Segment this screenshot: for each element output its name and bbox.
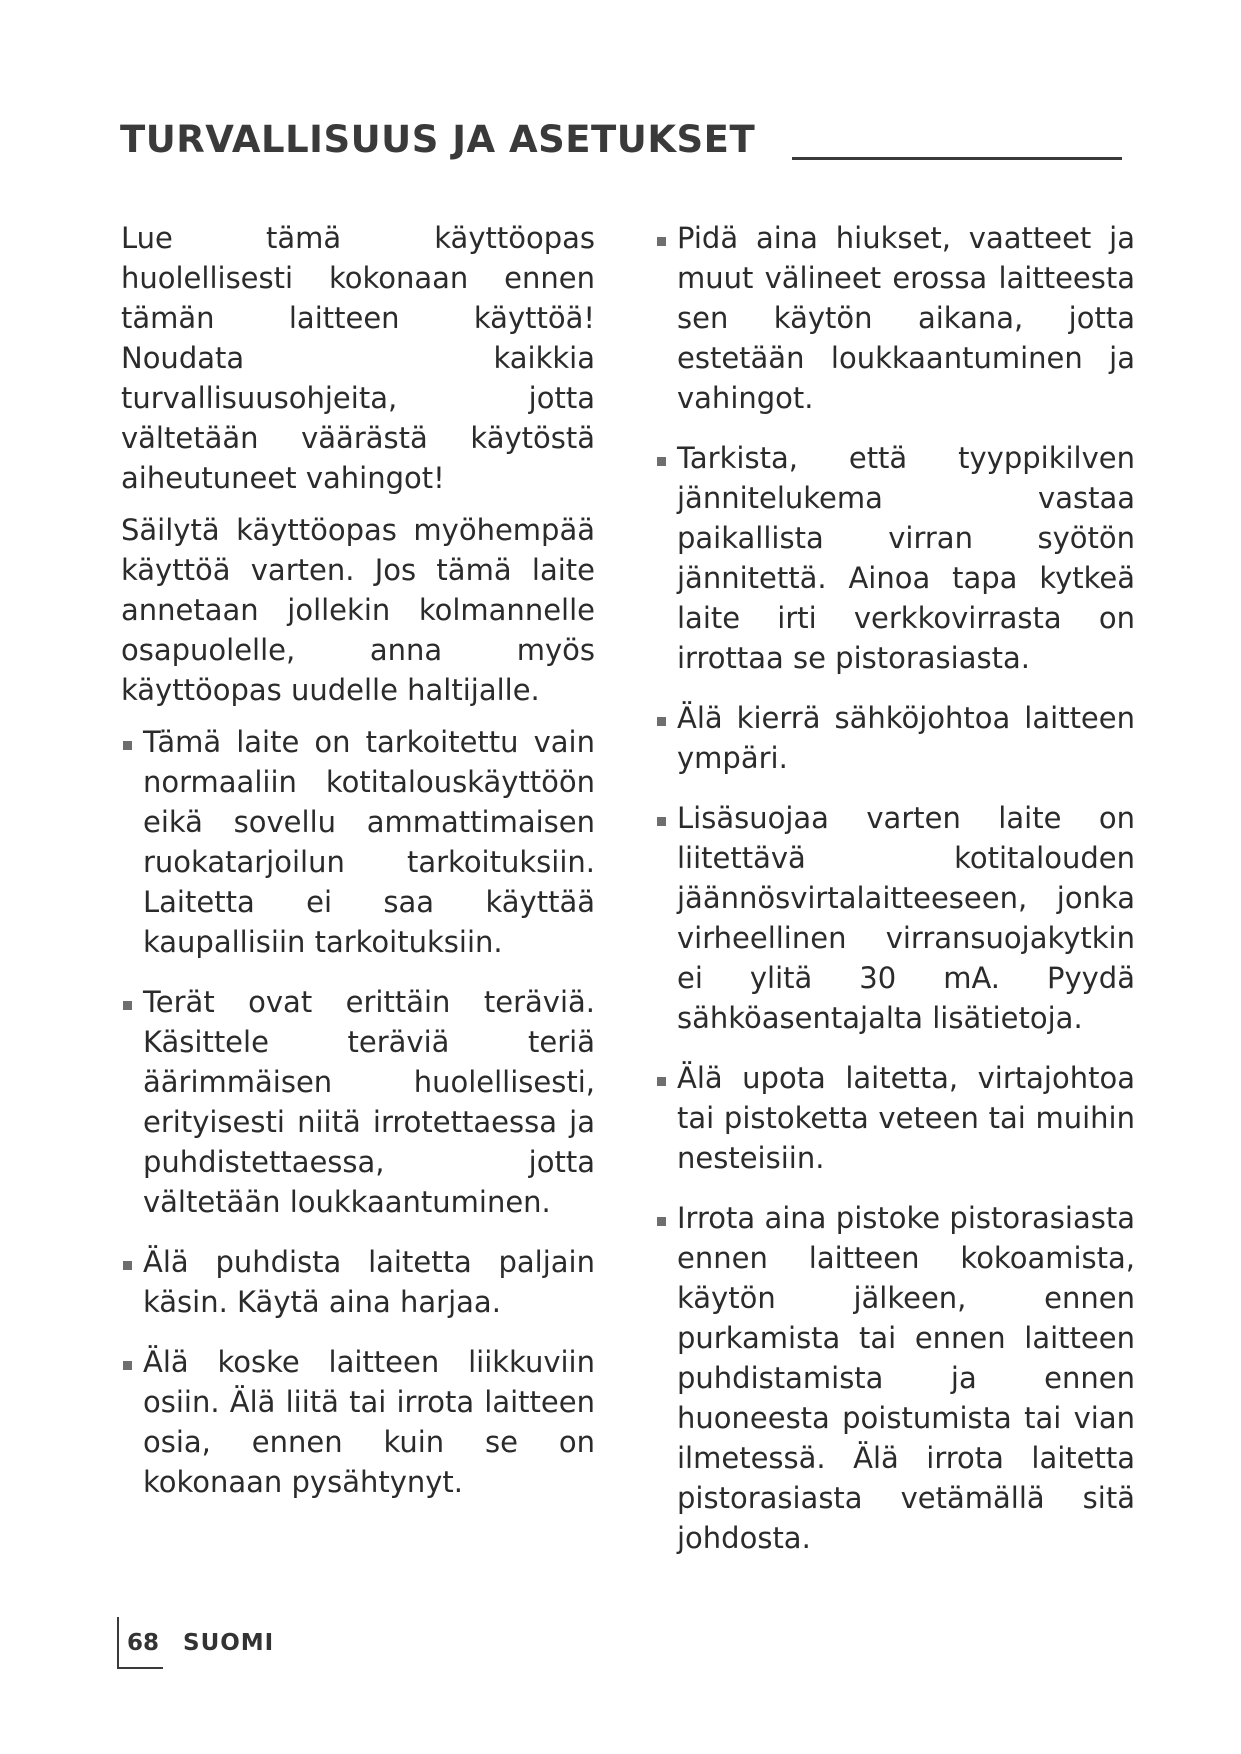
square-bullet-icon — [123, 741, 132, 750]
safety-item-text: Tarkista, että tyyppikilven jännitelukema vastaa paikallista virran syötön jännitettä. Ainoa tapa kytkeä laite irti verkkovirrasta on irrottaa se pistorasiasta. — [677, 441, 1135, 675]
safety-item-text: Irrota aina pistoke pistorasiasta ennen laitteen kokoamista, käytön jälkeen, ennen purkamista tai ennen laitteen puhdistamista ja ennen huoneesta poistumista tai vian ilmetessä. Älä irrota laitetta pistorasiasta vetämällä sitä johdosta. — [677, 1201, 1135, 1555]
intro-paragraph: Säilytä käyttöopas myöhempää käyttöä varten. Jos tämä laite annetaan jollekin kolmannelle osapuolelle, anna myös käyttöopas uudelle haltijalle. — [121, 513, 595, 707]
page-number: 68 — [127, 1630, 160, 1656]
square-bullet-icon — [657, 1077, 666, 1086]
square-bullet-icon — [657, 457, 666, 466]
safety-item-text: Älä puhdista laitetta paljain käsin. Käytä aina harjaa. — [143, 1245, 595, 1319]
safety-item-text: Älä kierrä sähköjohtoa laitteen ympäri. — [677, 701, 1135, 775]
safety-item-text: Tämä laite on tarkoitettu vain normaaliin kotitalouskäyttöön eikä sovellu ammattimaisen ruokatarjoilun tarkoituksiin. Laitetta ei saa käyttää kaupallisiin tarkoituksiin. — [143, 725, 595, 959]
safety-item — [655, 798, 1135, 1038]
square-bullet-icon — [657, 1217, 666, 1226]
safety-item — [121, 1342, 595, 1502]
right-column — [655, 218, 1135, 1578]
safety-item-text: Terät ovat erittäin teräviä. Käsittele teräviä teriä äärimmäisen huolellisesti, erityisesti niitä irrotettaessa ja puhdistettaessa, jotta vältetään loukkaantuminen. — [143, 985, 595, 1219]
square-bullet-icon — [657, 717, 666, 726]
square-bullet-icon — [123, 1361, 132, 1370]
safety-item — [655, 1198, 1135, 1558]
language-label: SUOMI — [183, 1630, 275, 1656]
safety-item — [655, 1058, 1135, 1178]
safety-list-left — [121, 722, 595, 1502]
safety-item — [121, 722, 595, 962]
square-bullet-icon — [657, 237, 666, 246]
safety-list-right — [655, 218, 1135, 1558]
safety-item-text: Älä koske laitteen liikkuviin osiin. Älä liitä tai irrota laitteen osia, ennen kuin se on kokonaan pysähtynyt. — [143, 1345, 595, 1499]
square-bullet-icon — [123, 1261, 132, 1270]
safety-item-text: Pidä aina hiukset, vaatteet ja muut välineet erossa laitteesta sen käytön aikana, jotta estetään loukkaantuminen ja vahingot. — [677, 221, 1135, 415]
footer-vertical-rule — [117, 1617, 119, 1669]
safety-item — [655, 698, 1135, 778]
page-title: TURVALLISUUS JA ASETUKSET — [120, 118, 756, 161]
safety-item-text: Älä upota laitetta, virtajohtoa tai pistoketta veteen tai muihin nesteisiin. — [677, 1061, 1135, 1175]
safety-item — [655, 438, 1135, 678]
safety-item — [121, 982, 595, 1222]
square-bullet-icon — [657, 817, 666, 826]
left-column — [121, 218, 595, 1522]
page-header — [120, 112, 1122, 168]
square-bullet-icon — [123, 1001, 132, 1010]
safety-item — [121, 1242, 595, 1322]
footer-underline-rule — [117, 1667, 163, 1669]
safety-item-text: Lisäsuojaa varten laite on liitettävä kotitalouden jäännösvirtalaitteeseen, jonka virheellinen virransuojakytkin ei ylitä 30 mA. Pyydä sähköasentajalta lisätietoja. — [677, 801, 1135, 1035]
title-rule — [792, 157, 1122, 160]
safety-item — [655, 218, 1135, 418]
intro-paragraph: Lue tämä käyttöopas huolellisesti kokonaan ennen tämän laitteen käyttöä! Noudata kaikkia turvallisuusohjeita, jotta vältetään väärästä käytöstä aiheutuneet vahingot! — [121, 221, 595, 495]
